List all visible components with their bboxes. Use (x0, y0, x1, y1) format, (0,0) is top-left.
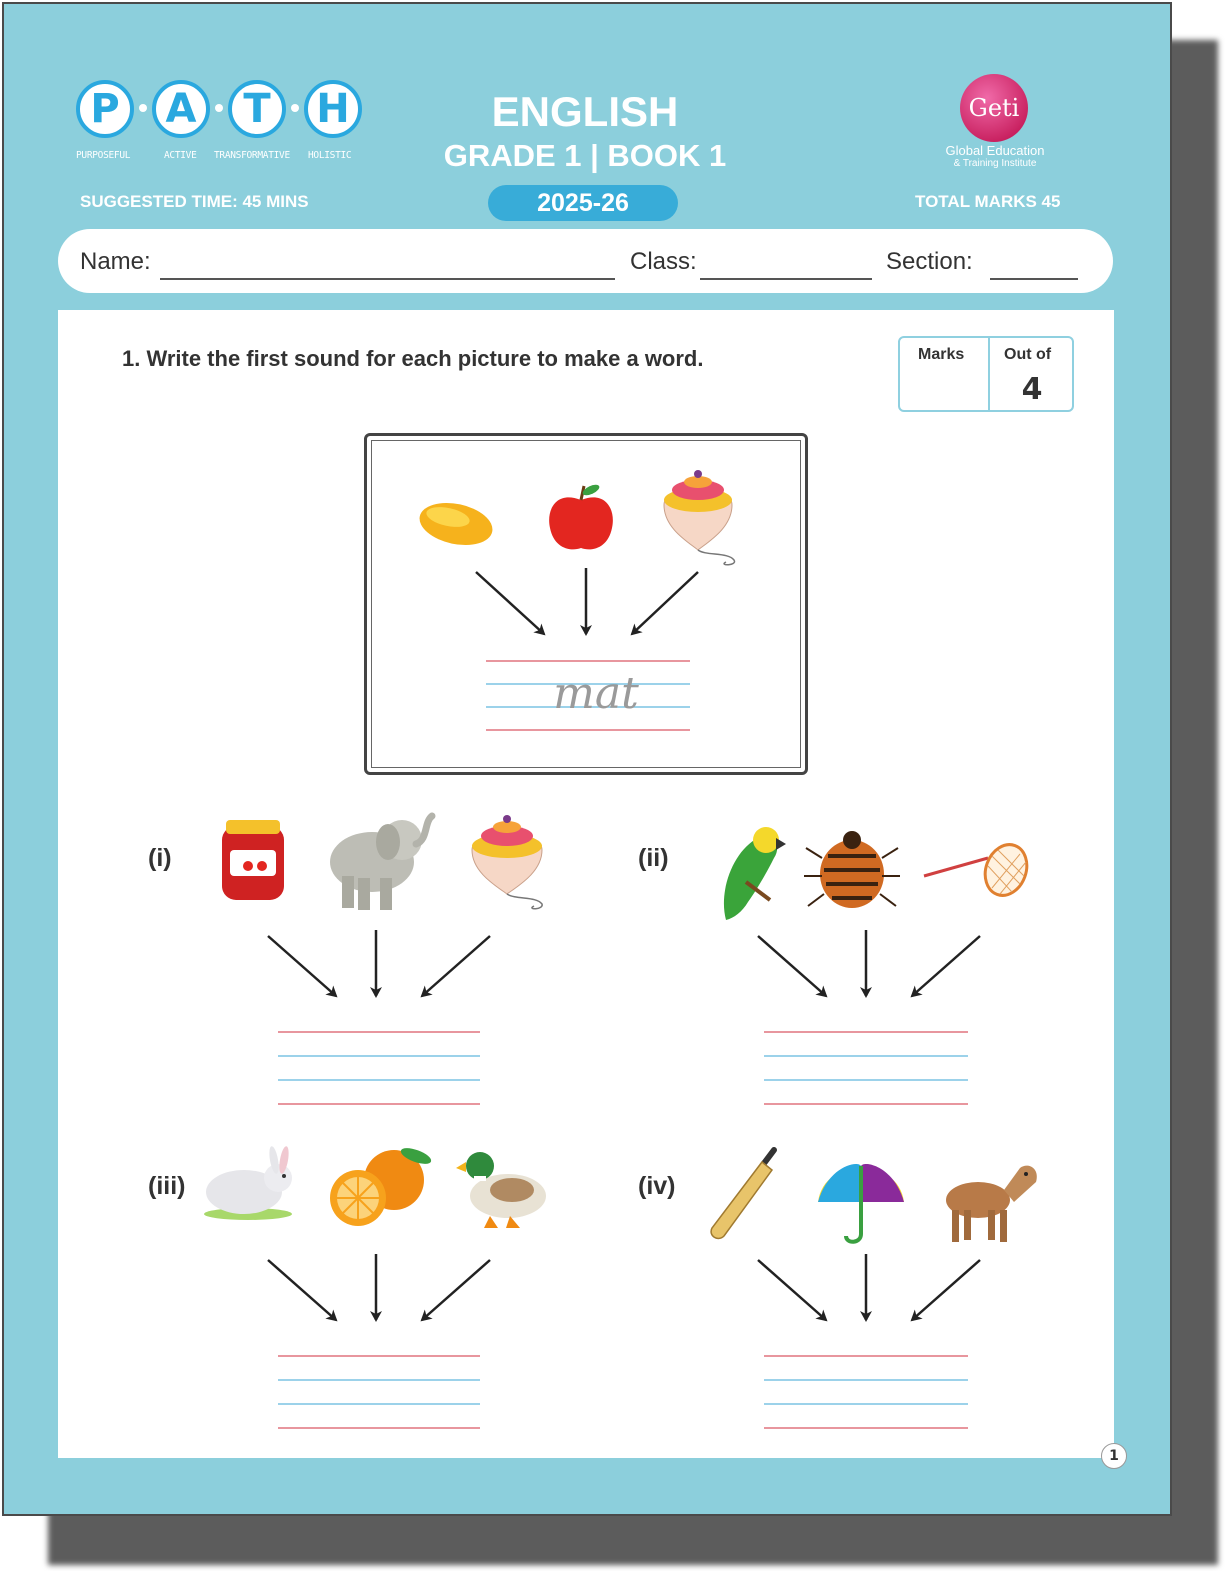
writing-lines (764, 1032, 968, 1104)
item-label: (i) (148, 844, 172, 872)
brand-line2: & Training Institute (953, 158, 1037, 169)
section-input-line[interactable] (990, 278, 1078, 280)
path-logo (76, 80, 366, 165)
item-label: (iii) (148, 1172, 186, 1200)
path-word: HOLISTIC (308, 150, 352, 161)
marks-label: Marks (918, 346, 965, 363)
name-input-line[interactable] (160, 278, 615, 280)
path-word: PURPOSEFUL (76, 150, 131, 161)
bug-icon (804, 831, 900, 908)
question-text: 1. Write the first sound for each picture to make a word. (122, 346, 704, 371)
parrot-icon (724, 827, 786, 920)
year-badge: 2025-26 (488, 185, 678, 221)
writing-lines (278, 1032, 480, 1104)
out-of-label: Out of (1004, 346, 1052, 363)
duck-icon (456, 1152, 546, 1228)
goat-icon (946, 1166, 1037, 1242)
path-letter-p: P (76, 80, 134, 138)
path-connector (215, 104, 223, 112)
writing-lines (278, 1356, 480, 1428)
item-label: (ii) (638, 844, 669, 872)
class-input-line[interactable] (700, 278, 872, 280)
net-icon (924, 839, 1034, 902)
arrow (912, 1260, 980, 1320)
name-label: Name: (80, 248, 151, 275)
class-label: Class: (630, 248, 697, 275)
arrow (268, 936, 336, 996)
arrow (632, 572, 698, 634)
arrow (476, 572, 544, 634)
path-letter-a: A (152, 80, 210, 138)
orange-icon (330, 1145, 433, 1226)
brand-line1: Global Education (945, 143, 1045, 158)
arrow (422, 936, 490, 996)
top-icon (664, 470, 735, 565)
top-icon (472, 815, 542, 909)
student-info-bar (58, 229, 1113, 293)
arrow (912, 936, 980, 996)
page-number: 1 (1101, 1443, 1127, 1469)
arrow (422, 1260, 490, 1320)
path-letter-h: H (304, 80, 362, 138)
apple-icon (549, 483, 613, 550)
out-of-value: 4 (1021, 372, 1043, 407)
rabbit-icon (204, 1146, 292, 1220)
example-drawing (58, 310, 1114, 1458)
arrow (758, 1260, 826, 1320)
path-connector (139, 104, 147, 112)
section-label: Section: (886, 248, 973, 275)
elephant-icon (330, 816, 432, 910)
path-word: TRANSFORMATIVE (214, 150, 290, 161)
geti-logo: Geti (960, 74, 1028, 142)
writing-lines (764, 1356, 968, 1428)
jam-icon (222, 820, 284, 900)
subject-title: ENGLISH (491, 88, 679, 135)
example-answer: mat (553, 668, 639, 719)
item-label: (iv) (638, 1172, 676, 1200)
question-area (58, 310, 1114, 1458)
umbrella-icon (818, 1164, 904, 1242)
bat-icon (711, 1150, 774, 1238)
suggested-time: SUGGESTED TIME: 45 MINS (80, 192, 309, 211)
total-marks: TOTAL MARKS 45 (915, 192, 1061, 211)
geti-brand-text (922, 144, 1068, 170)
path-word: ACTIVE (164, 150, 197, 161)
arrow (758, 936, 826, 996)
path-connector (291, 104, 299, 112)
grade-book-title: GRADE 1 | BOOK 1 (443, 138, 727, 173)
arrow (268, 1260, 336, 1320)
path-letter-t: T (228, 80, 286, 138)
mango-icon (416, 497, 497, 552)
